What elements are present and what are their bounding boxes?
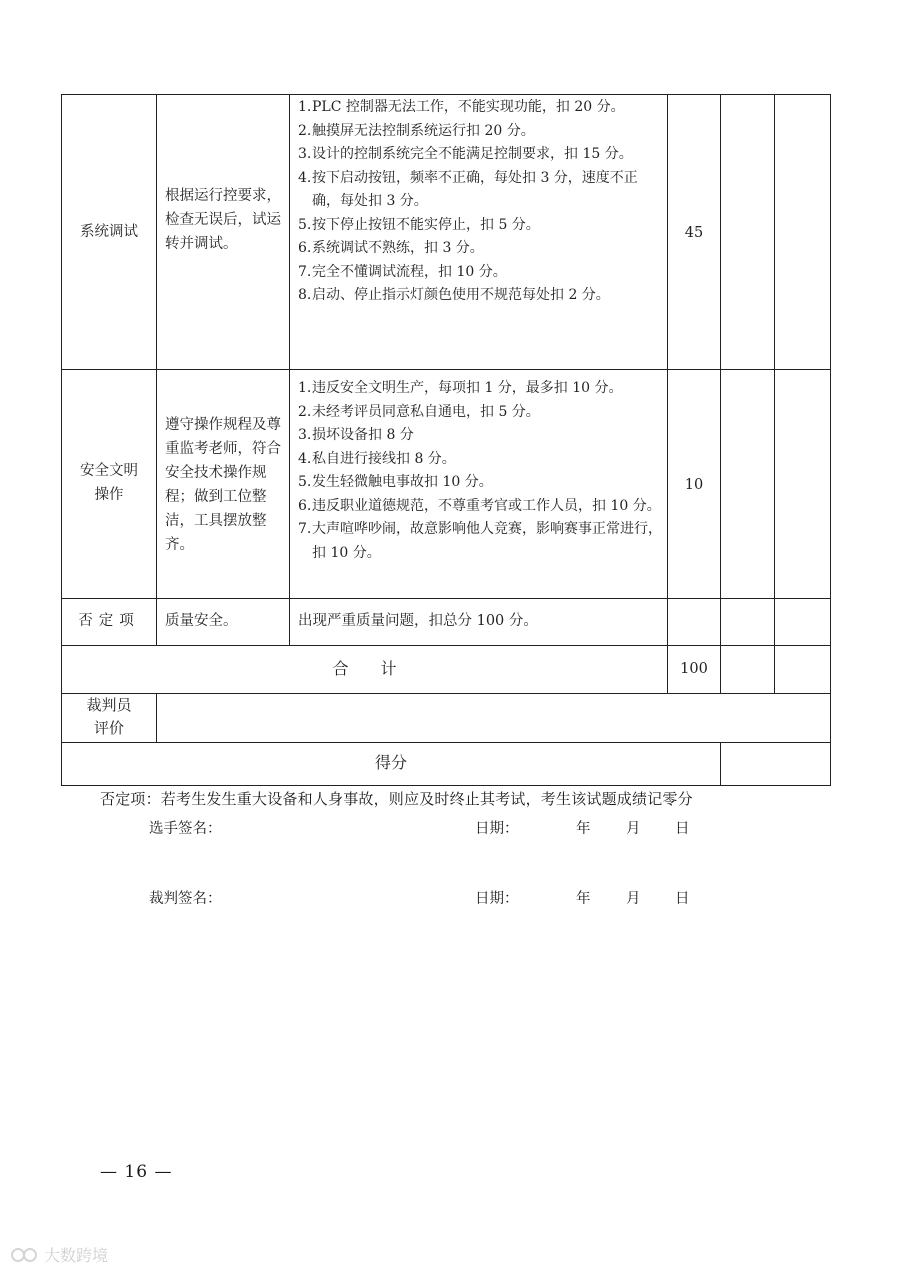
criteria-number: 4 . (298, 167, 311, 191)
row-divider (61, 645, 831, 646)
page-number: — 16 — (100, 1162, 173, 1182)
row-divider (61, 742, 831, 743)
criteria-item (298, 377, 664, 401)
contestant-date-day: 日 (675, 821, 690, 837)
judge-date-day: 日 (675, 891, 690, 907)
contestant-signature-label: 选手签名： (149, 821, 222, 837)
col-divider (720, 742, 721, 786)
requirement-cell: 遵守操作规程及尊重监考老师，符合安全技术操作规程；做到工位整洁，工具摆放整齐。 (165, 417, 281, 553)
table-border-right (830, 94, 831, 786)
watermark-logo-icon (10, 1245, 38, 1265)
criteria-text: 未经考评员同意私自通电，扣 5 分。 (312, 403, 540, 420)
criteria-text: 损坏设备扣 8 分 (312, 427, 414, 443)
total-value: 100 (680, 661, 708, 677)
requirement-cell: 根据运行控要求，检查无误后，试运转并调试。 (165, 188, 281, 252)
judge-date-year: 年 (576, 891, 591, 907)
criteria-item (298, 284, 664, 308)
contestant-date-month: 月 (626, 821, 641, 837)
criteria-number: 3 . (298, 143, 311, 167)
criteria-text: 私自进行接线扣 8 分。 (312, 450, 456, 467)
row-divider (61, 693, 831, 694)
judge-eval-label: 裁判员评价 (86, 696, 132, 737)
criteria-number: 7 . (298, 261, 311, 285)
watermark-text: 大数跨境 (44, 1246, 109, 1265)
table-border-left (61, 94, 62, 786)
note-text: 否定项：若考生发生重大设备和人身事故，则应及时终止其考试，考生该试题成绩记零分 (100, 790, 693, 808)
col-divider (156, 693, 157, 742)
criteria-text: 违反职业道德规范，不尊重考官或工作人员，扣 10 分。 (312, 497, 661, 514)
col-divider (774, 94, 775, 694)
col-divider (156, 94, 157, 646)
criteria-text: 按下停止按钮不能实停止，扣 5 分。 (312, 216, 540, 233)
criteria-item (298, 495, 664, 519)
score-cell: 45 (684, 225, 704, 241)
item-cell: 安全文明操作 (80, 463, 138, 503)
criteria-number: 5 . (298, 214, 311, 238)
item-cell: 否定项 (78, 613, 140, 629)
score-label: 得分 (374, 753, 407, 772)
criteria-text: 完全不懂调试流程，扣 10 分。 (312, 263, 507, 280)
criteria-text: PLC 控制器无法工作，不能实现功能，扣 20 分。 (312, 99, 625, 115)
criteria-item (298, 120, 664, 144)
criteria-text: 按下启动按钮，频率不正确，每处扣 3 分，速度不正确，每处扣 3 分。 (312, 169, 638, 209)
criteria-number: 1 . (298, 377, 311, 401)
criteria-item (298, 471, 664, 495)
criteria-text: 大声喧哗吵闹，故意影响他人竞赛，影响赛事正常进行，扣 10 分。 (312, 521, 662, 561)
criteria-number: 1 . (298, 96, 311, 120)
criteria-number: 2 . (298, 401, 311, 425)
criteria-number: 7 . (298, 518, 311, 542)
criteria-number: 2 . (298, 120, 311, 144)
criteria-item (298, 96, 664, 120)
item-cell: 系统调试 (80, 224, 138, 240)
score-cell: 10 (684, 477, 704, 493)
criteria-item (298, 237, 664, 261)
criteria-text: 启动、停止指示灯颜色使用不规范每处扣 2 分。 (312, 287, 610, 303)
criteria-item (298, 401, 664, 425)
row-divider (61, 598, 831, 599)
criteria-item (298, 424, 664, 448)
criteria-item (298, 214, 664, 238)
judge-date-month: 月 (626, 891, 641, 907)
criteria-number: 6 . (298, 237, 311, 261)
requirement-cell: 质量安全。 (165, 613, 238, 629)
criteria-list (298, 377, 664, 565)
criteria-number: 5 . (298, 471, 311, 495)
criteria-text: 系统调试不熟练，扣 3 分。 (312, 240, 484, 256)
criteria-text: 发生轻微触电事故扣 10 分。 (312, 474, 493, 490)
criteria-item (298, 448, 664, 472)
criteria-number: 3 . (298, 424, 311, 448)
criteria-item (298, 143, 664, 167)
row-divider (61, 369, 831, 370)
criteria-text: 触摸屏无法控制系统运行扣 20 分。 (312, 122, 535, 139)
criteria-item (298, 261, 664, 285)
criteria-item (298, 518, 664, 565)
judge-signature-label: 裁判签名： (149, 891, 222, 907)
total-label: 合 计 (332, 659, 397, 678)
col-divider (720, 94, 721, 694)
contestant-date-year: 年 (576, 821, 591, 837)
col-divider (289, 94, 290, 646)
criteria-cell: 出现严重质量问题，扣总分 100 分。 (298, 613, 538, 629)
table-border-bottom (61, 785, 831, 786)
criteria-number: 4 . (298, 448, 311, 472)
watermark (10, 1243, 108, 1266)
criteria-list (298, 96, 664, 308)
col-divider (667, 94, 668, 694)
judge-date-label: 日期： (475, 891, 519, 907)
criteria-item (298, 167, 664, 214)
table-border-top (61, 94, 831, 95)
criteria-text: 违反安全文明生产，每项扣 1 分，最多扣 10 分。 (312, 380, 623, 396)
criteria-number: 6 . (298, 495, 311, 519)
criteria-number: 8 . (298, 284, 311, 308)
contestant-date-label: 日期： (475, 821, 519, 837)
criteria-text: 设计的控制系统完全不能满足控制要求，扣 15 分。 (312, 146, 633, 162)
